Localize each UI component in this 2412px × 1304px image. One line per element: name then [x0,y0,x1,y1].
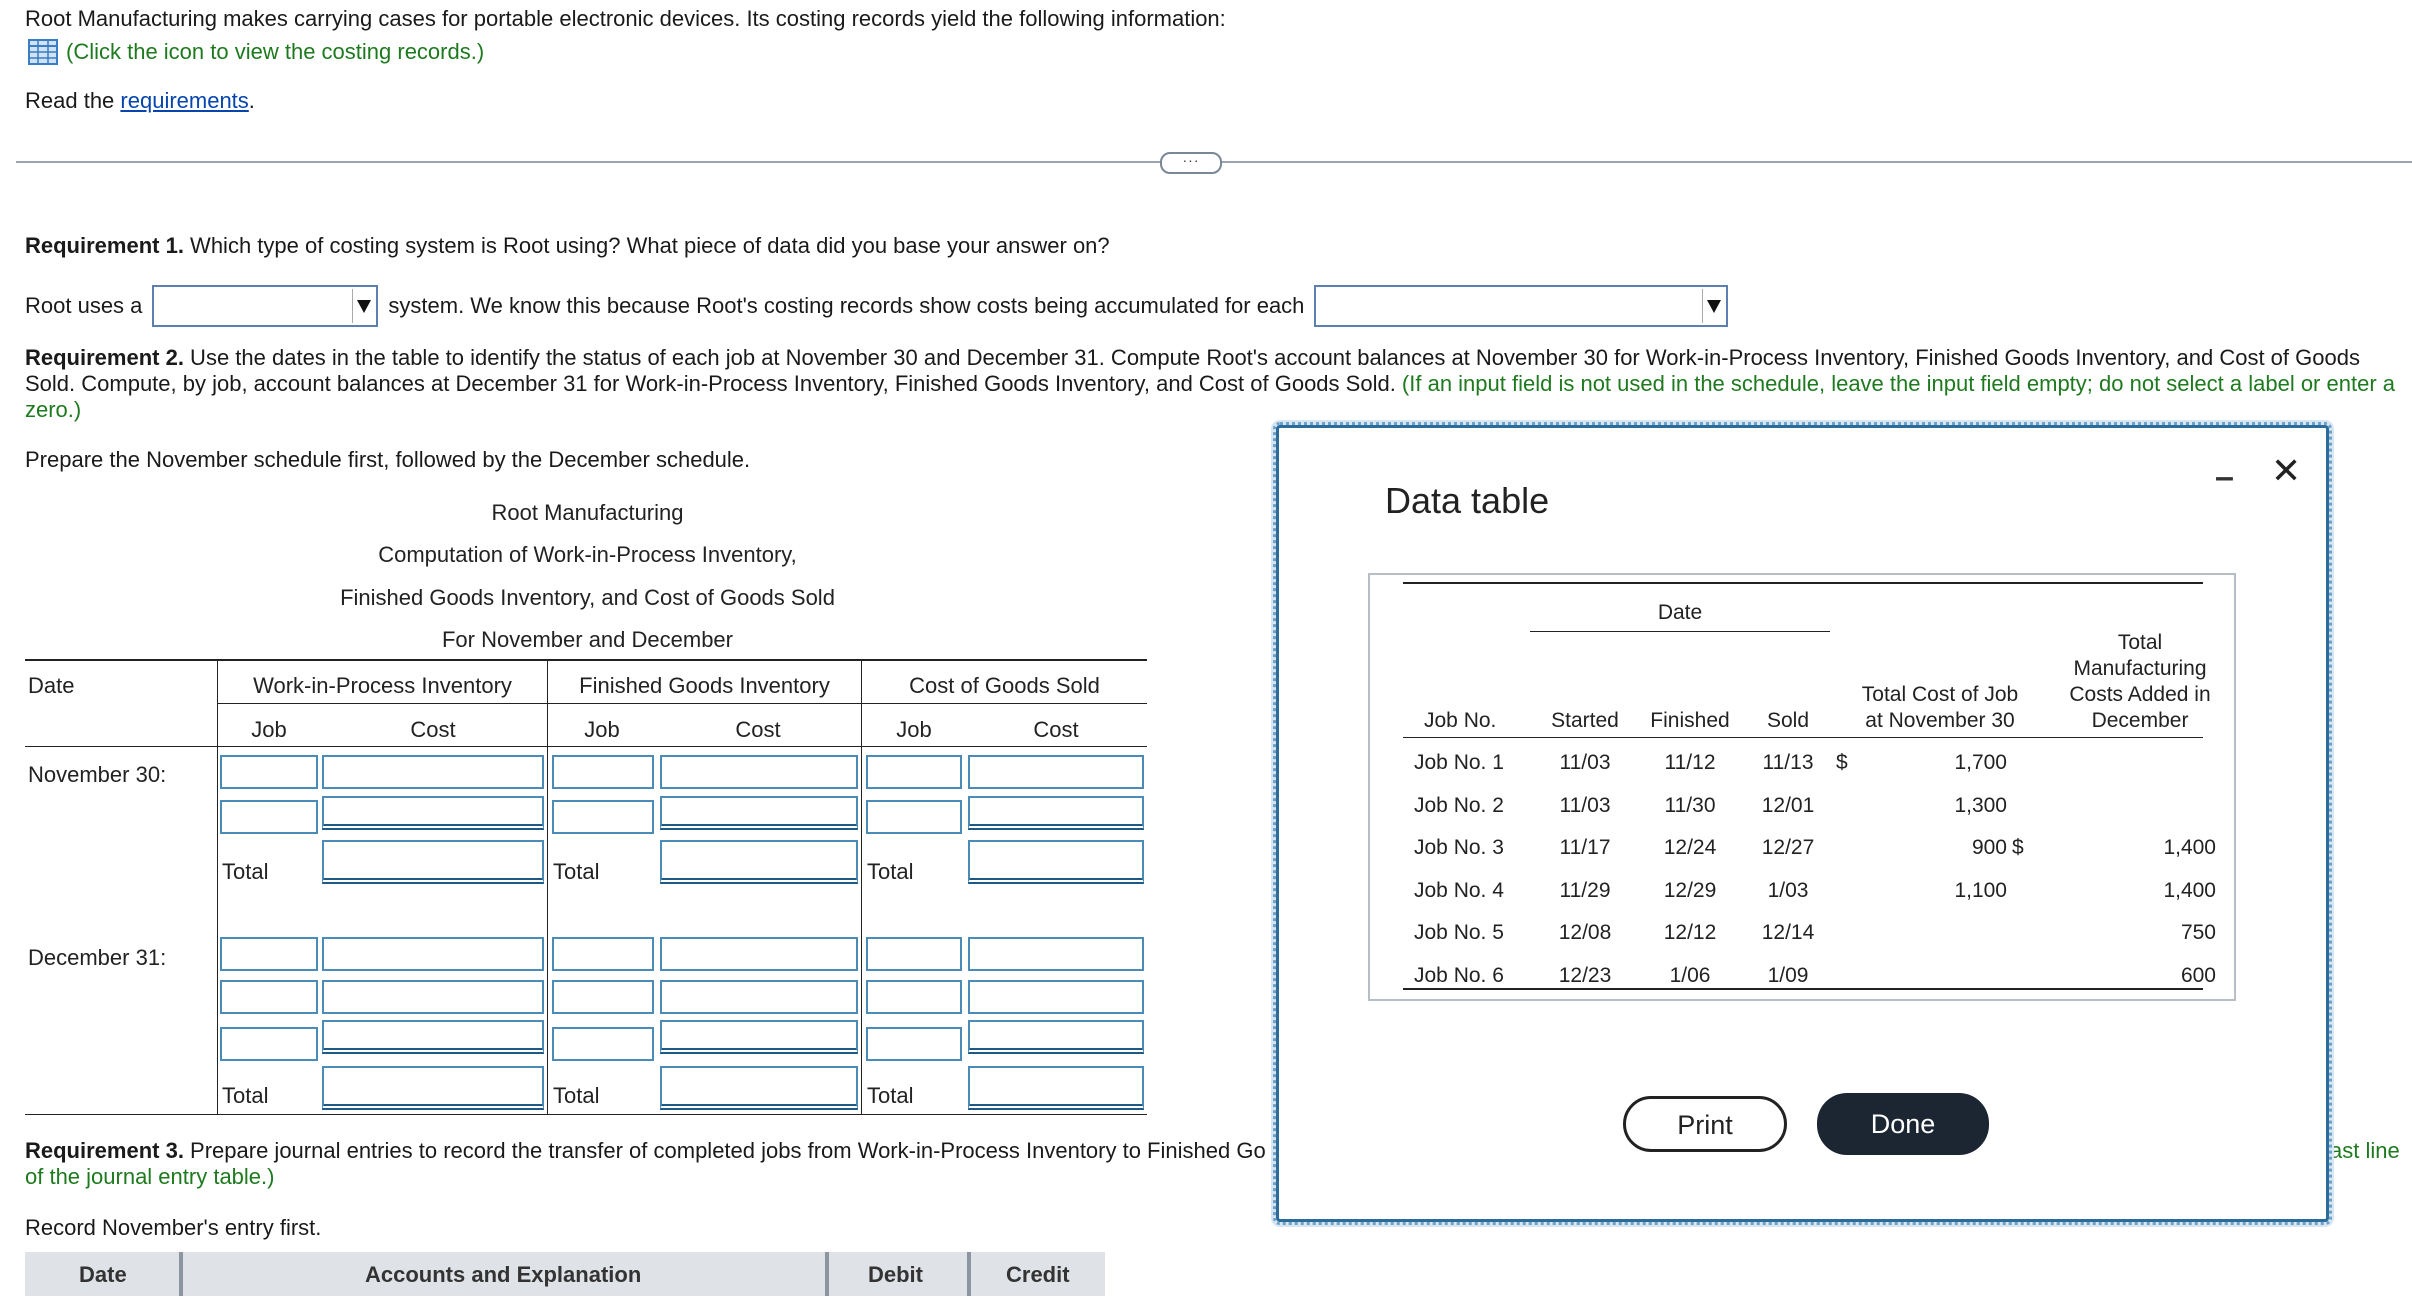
nov-fg-total-label: Total [553,859,600,884]
dec-cogs-cost-input-1[interactable] [968,937,1144,971]
dropdown-arrow-icon[interactable] [352,289,374,323]
requirement-3-label: Requirement 3. [25,1138,184,1163]
row-5-added-dec: 750 [2180,921,2216,944]
dec-fg-job-input-3[interactable] [552,1027,654,1061]
sub-fg-cost: Cost [735,717,781,742]
row-3-cost-nov: 900 [1971,836,2007,859]
row-4-finished: 12/29 [1663,878,1717,902]
schedule-company: Root Manufacturing [491,500,684,525]
schedule-top-border [25,659,1147,661]
schedule-header-bottom [25,746,1147,747]
nov-wip-job-input-1[interactable] [220,755,318,789]
row-november-30: November 30: [28,762,167,787]
sub-fg-job: Job [584,717,620,742]
dec-fg-job-input-2[interactable] [552,980,654,1014]
row-5-started: 12/08 [1558,921,1612,944]
nov-wip-total-input[interactable] [322,840,544,884]
header-total-cost-1: Total Cost of Job [1861,683,2019,706]
dec-cogs-total-label: Total [867,1083,914,1108]
requirement-3-note-fragment: ast line [2330,1138,2400,1163]
data-table [1368,573,2236,1001]
schedule-divider [217,659,218,1114]
row-3-finished: 12/24 [1663,836,1717,859]
done-button[interactable]: Done [1817,1093,1989,1155]
nov-fg-job-input-2[interactable] [552,800,654,834]
row-1-finished: 11/12 [1664,751,1716,774]
col-fg: Finished Goods Inventory [579,673,830,698]
row-5-sold: 12/14 [1761,921,1815,944]
dec-cogs-job-input-2[interactable] [866,980,962,1014]
row-4-job: Job No. 4 [1414,878,1504,902]
sub-wip-job: Job [251,717,287,742]
costing-records-link[interactable] [28,39,484,65]
header-added-3: Costs Added in [2069,683,2211,706]
row-4-sold: 1/03 [1767,878,1809,902]
header-date: Date [1657,601,1703,624]
nov-fg-cost-input-2[interactable] [660,796,858,830]
table-bottom-rule [1403,988,2203,990]
header-sold: Sold [1766,709,1810,732]
row-1-sold: 11/13 [1762,751,1814,774]
col-wip: Work-in-Process Inventory [253,673,512,698]
accumulation-basis-dropdown[interactable] [1314,285,1728,327]
read-suffix: . [248,88,255,113]
close-icon[interactable]: ✕ [2271,450,2302,491]
requirement-1-question: Which type of costing system is Root using? What piece of data did you base your answer on? [183,233,1110,258]
row-december-31: December 31: [28,945,167,970]
dec-cogs-cost-input-3[interactable] [968,1020,1144,1054]
dec-cogs-job-input-1[interactable] [866,937,962,971]
row-6-started: 12/23 [1558,963,1612,987]
row-1-job: Job No. 1 [1414,751,1504,774]
nov-fg-total-input[interactable] [660,840,858,884]
nov-wip-job-input-2[interactable] [220,800,318,834]
schedule-divider [547,659,548,1114]
dropdown-arrow-icon[interactable] [1702,289,1724,323]
requirements-link[interactable]: requirements [120,88,249,113]
nov-cogs-total-input[interactable] [968,840,1144,884]
journal-col-credit: Credit [1006,1262,1070,1287]
row-6-added-dec: 600 [2180,963,2216,987]
row-5-finished: 12/12 [1663,921,1717,944]
journal-col-separator [179,1252,183,1296]
sub-wip-cost: Cost [410,717,456,742]
header-total-cost-2: at November 30 [1865,709,2015,732]
row-4-started: 11/29 [1559,878,1611,902]
journal-col-separator [967,1252,971,1296]
data-table-modal [1276,425,2329,1222]
dec-cogs-cost-input-2[interactable] [968,980,1144,1014]
nov-cogs-job-input-1[interactable] [866,755,962,789]
dec-wip-total-input[interactable] [322,1066,544,1110]
journal-col-separator [825,1252,829,1296]
answer-prefix: Root uses a [25,293,143,318]
nov-cogs-total-label: Total [867,859,914,884]
header-rule [1403,737,2203,738]
sub-cogs-cost: Cost [1033,717,1079,742]
header-added-2: Manufacturing [2073,657,2207,680]
schedule-subheader-border [218,703,1147,704]
expand-more-button[interactable]: ··· [1160,152,1222,174]
row-2-job: Job No. 2 [1414,793,1504,817]
row-6-sold: 1/09 [1767,963,1809,987]
dec-fg-total-input[interactable] [660,1066,858,1110]
header-started: Started [1551,709,1619,732]
nov-cogs-job-input-2[interactable] [866,800,962,834]
nov-wip-cost-input-1[interactable] [322,755,544,789]
header-added-1: Total [2117,631,2163,654]
record-entry-instruction: Record November's entry first. [25,1215,322,1240]
requirement-3-text [25,1138,1275,1190]
row-1-cur1: $ [1836,751,1848,774]
dec-cogs-total-input[interactable] [968,1066,1144,1110]
row-5-job: Job No. 5 [1414,921,1504,944]
row-3-sold: 12/27 [1761,836,1815,859]
requirement-3-note: of the journal entry table.) [25,1164,275,1189]
dec-wip-cost-input-3[interactable] [322,1020,544,1054]
requirement-1-text [25,233,1110,259]
row-2-cost-nov: 1,300 [1954,793,2007,817]
row-3-started: 11/17 [1559,836,1611,859]
row-1-cost-nov: 1,700 [1954,751,2007,774]
costing-system-dropdown[interactable] [152,285,378,327]
header-finished: Finished [1650,709,1730,732]
requirement-2-note: (If an input field is not used in the schedule, leave the input field empty; do not select a label or enter a zero.) [25,371,2395,422]
header-job-no: Job No. [1424,709,1497,732]
schedule-title-1: Computation of Work-in-Process Inventory, [378,542,797,567]
row-4-added-dec: 1,400 [2163,878,2216,902]
dec-wip-job-input-2[interactable] [220,980,318,1014]
modal-title: Data table [1385,480,1550,521]
row-3-job: Job No. 3 [1414,836,1504,859]
table-grid-icon[interactable] [28,39,58,65]
read-requirements-line [25,88,255,114]
nov-wip-cost-input-2[interactable] [322,796,544,830]
nov-fg-job-input-1[interactable] [552,755,654,789]
schedule-divider [861,659,862,1114]
table-top-rule [1403,582,2203,584]
dec-fg-cost-input-3[interactable] [660,1020,858,1054]
journal-header [25,1252,1105,1296]
row-2-finished: 11/30 [1664,793,1716,817]
requirement-3-instructions: Prepare journal entries to record the transfer of completed jobs from Work-in-Process Inventory to Finished Go [183,1138,1266,1163]
dec-wip-cost-input-1[interactable] [322,937,544,971]
dec-wip-job-input-1[interactable] [220,937,318,971]
nov-cogs-cost-input-2[interactable] [968,796,1144,830]
print-button[interactable]: Print [1623,1096,1787,1152]
dec-wip-total-label: Total [222,1083,269,1108]
requirement-1-answer-line [25,285,1728,327]
prepare-schedule-instruction: Prepare the November schedule first, followed by the December schedule. [25,447,751,472]
journal-col-debit: Debit [868,1262,923,1287]
date-header-rule [1530,631,1830,632]
row-6-finished: 1/06 [1669,963,1711,987]
row-3-added-dec: 1,400 [2163,836,2216,859]
dec-fg-total-label: Total [553,1083,600,1108]
schedule-title-2: Finished Goods Inventory, and Cost of Goods Sold [340,585,835,610]
dec-fg-cost-input-1[interactable] [660,937,858,971]
costing-records-text[interactable]: (Click the icon to view the costing records.) [66,39,485,64]
row-2-sold: 12/01 [1761,793,1815,817]
dec-cogs-job-input-3[interactable] [866,1027,962,1061]
col-cogs: Cost of Goods Sold [909,673,1100,698]
dec-wip-job-input-3[interactable] [220,1027,318,1061]
col-date: Date [28,673,75,698]
nov-fg-cost-input-1[interactable] [660,755,858,789]
requirement-2-text [25,345,2395,423]
header-added-4: December [2091,709,2189,732]
minimize-icon[interactable]: – [2215,458,2234,496]
nov-wip-total-label: Total [222,859,269,884]
row-1-started: 11/03 [1559,751,1611,774]
dec-wip-cost-input-2[interactable] [322,980,544,1014]
row-6-job: Job No. 6 [1414,963,1504,987]
sub-cogs-job: Job [896,717,932,742]
row-4-cost-nov: 1,100 [1954,878,2007,902]
row-2-started: 11/03 [1559,793,1611,817]
read-prefix: Read the [25,88,121,113]
intro-text: Root Manufacturing makes carrying cases for portable electronic devices. Its costing records yield the following information: [25,6,1226,31]
dec-fg-cost-input-2[interactable] [660,980,858,1014]
nov-cogs-cost-input-1[interactable] [968,755,1144,789]
requirement-1-label: Requirement 1. [25,233,184,258]
journal-col-date: Date [79,1262,127,1287]
schedule-title-3: For November and December [441,627,733,652]
schedule-bottom-border [25,1114,1147,1115]
dec-fg-job-input-1[interactable] [552,937,654,971]
answer-middle: system. We know this because Root's costing records show costs being accumulated for each [388,293,1305,318]
requirement-2-instructions: Use the dates in the table to identify the status of each job at November 30 and December 31. Compute Root's account balances at November 30 for Work-in-Process Inventory, Finished Goods Inventory, and Cost of Goods Sold. Compute, by job, account balances at December 31 for Work-in-Process Inventory, Finished Goods Inventory, and Cost of Goods Sold. [25,345,2360,396]
requirement-2-label: Requirement 2. [25,345,184,370]
row-3-cur2: $ [2012,836,2024,859]
journal-col-accounts: Accounts and Explanation [365,1262,642,1287]
